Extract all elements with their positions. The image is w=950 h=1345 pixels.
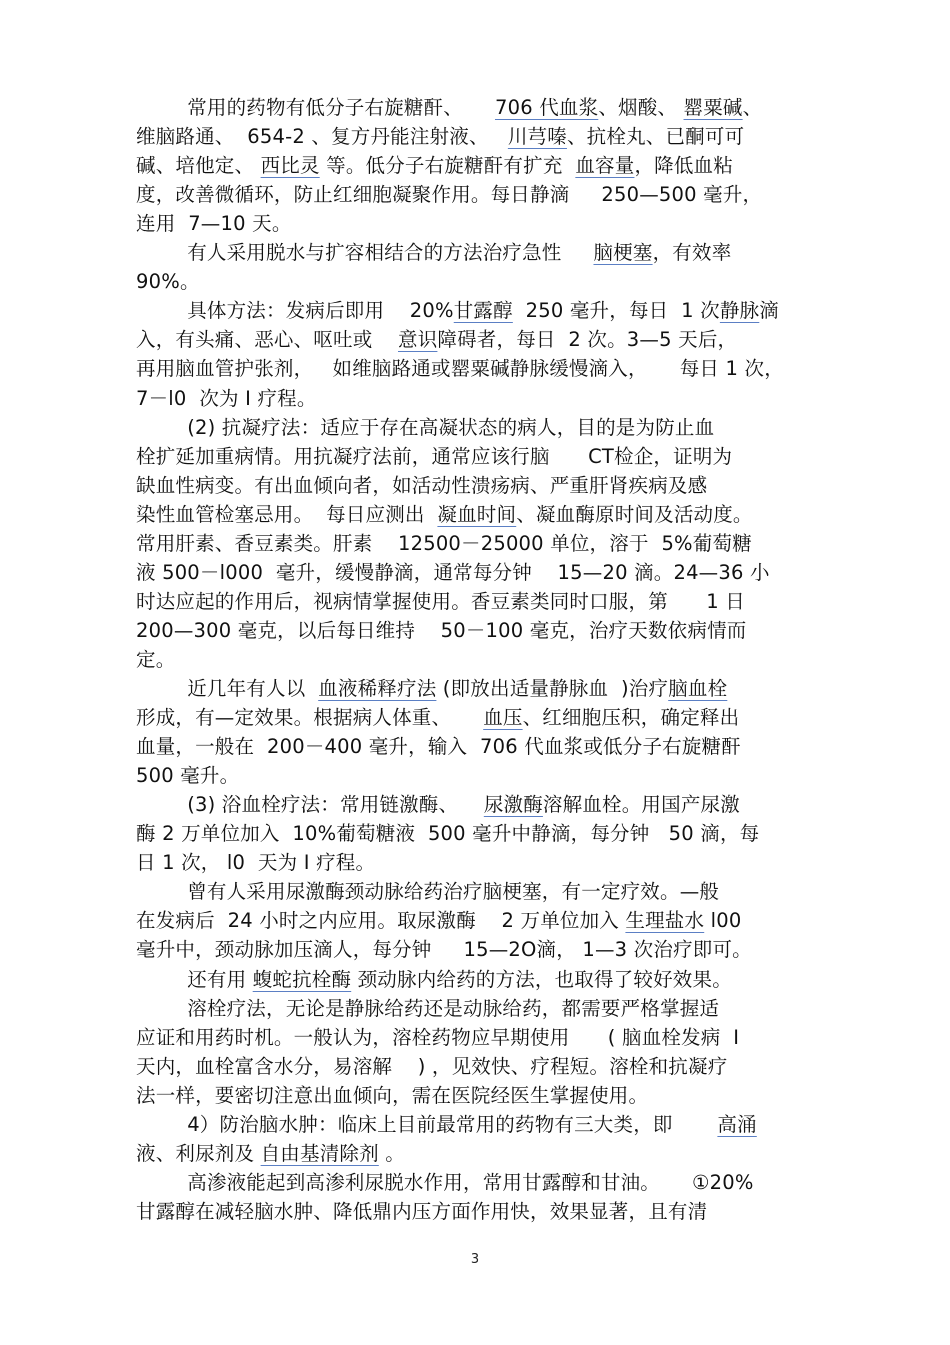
underlined-term: 血液稀释疗法 <box>318 677 437 700</box>
text-run: (即放出适量静脉血 )治疗 <box>436 677 669 700</box>
underlined-term: 脑梗塞 <box>593 241 653 265</box>
text-run: 血量，一般在 200－400 毫升，输入 706 代血浆或低分子右旋糖酐 <box>136 735 741 759</box>
text-line <box>136 212 820 241</box>
underlined-term: 尿激酶 <box>483 793 543 817</box>
text-line <box>136 474 820 503</box>
text-line <box>136 387 820 416</box>
text-line <box>136 96 820 125</box>
underlined-term: 意识 <box>398 328 438 352</box>
underlined-term: 生理盐水 <box>625 909 705 933</box>
text-run: ，有效率 <box>652 241 732 265</box>
text-line <box>136 154 820 183</box>
underlined-term: 高涌 <box>717 1112 757 1136</box>
text-line <box>136 822 820 851</box>
text-line <box>136 328 820 357</box>
text-run: 溶栓疗法，无论是静脉给药还是动脉给药，都需要严格掌握适 <box>136 996 720 1020</box>
text-run: (2) 抗凝疗法：适应于存在高凝状态的病人，目的是为防止血 <box>136 415 715 439</box>
text-line <box>136 1113 820 1142</box>
text-line <box>136 1142 820 1171</box>
text-run: 常用肝素、香豆素类。肝素 12500－25000 单位，溶于 5%葡萄糖 <box>136 531 752 555</box>
text-line <box>136 1055 820 1084</box>
text-run: 毫升中，颈动脉加压滴人，每分钟 15—2O滴， 1—3 次治疗即可。 <box>136 938 752 962</box>
text-run: 还有用 <box>136 967 253 991</box>
text-line <box>136 1171 820 1200</box>
underlined-term: 川芎嗪 <box>507 125 567 149</box>
text-line <box>136 357 820 386</box>
text-run: 形成，有—定效果。根据病人体重、 <box>136 706 484 730</box>
text-run: 法一样，要密切注意出血倾向，需在医院经医生掌握使用。 <box>136 1083 649 1107</box>
text-run: 90%。 <box>136 270 200 294</box>
text-run: 具体方法：发病后即用 20% <box>136 299 454 323</box>
text-run: 曾有人采用尿激酶颈动脉给药治疗脑梗塞，有一定疗效。—般 <box>136 880 720 904</box>
text-run: 度，改善微循环，防止红细胞凝聚作用。每日静滴 250—500 毫升， <box>136 183 763 207</box>
text-line <box>136 561 820 590</box>
text-run: l00 <box>704 909 742 933</box>
underlined-term: 凝血时间 <box>437 502 517 526</box>
underlined-term: 甘露醇 <box>453 299 513 323</box>
text-line <box>136 125 820 154</box>
text-run: 日 1 次， l0 天为 I 疗程。 <box>136 851 376 875</box>
text-run: 连用 7—10 天。 <box>136 212 292 236</box>
text-run: 在发病后 24 小时之内应用。取尿激酶 2 万单位加入 <box>136 909 626 933</box>
text-line <box>136 241 820 270</box>
text-line <box>136 416 820 445</box>
text-run: 酶 2 万单位加入 10%葡萄糖液 500 毫升中静滴，每分钟 50 滴，每 <box>136 822 760 846</box>
text-run: 液 500－l000 毫升，缓慢静滴，通常每分钟 15—20 滴。24—36 小 <box>136 560 770 584</box>
underlined-term: 血容量 <box>575 154 635 178</box>
text-run: 500 毫升。 <box>136 764 240 788</box>
text-run: (3) 浴血栓疗法：常用链激酶、 <box>136 793 484 817</box>
text-run: 、烟酸、 <box>598 96 684 119</box>
text-line <box>136 677 820 706</box>
text-run: 高渗液能起到高渗利尿脱水作用，常用甘露醇和甘油。 ①20% <box>136 1170 754 1194</box>
text-run: 染性血管检塞忌用。 每日应测出 <box>136 502 438 526</box>
text-line <box>136 997 820 1026</box>
text-run: 。 <box>378 1141 405 1165</box>
text-run: 等。低分子右旋糖酐有扩充 <box>319 154 576 178</box>
text-line <box>136 1084 820 1113</box>
text-line <box>136 938 820 967</box>
text-line <box>136 1026 820 1055</box>
text-run: 天内，血栓富含水分，易溶解 ) ，见效快、疗程短。溶栓和抗凝疗 <box>136 1054 728 1078</box>
text-run: 、红细胞压积，确定释出 <box>522 706 740 730</box>
text-run: 入，有头痛、恶心、呕吐或 <box>136 328 398 352</box>
text-run: 定。 <box>136 647 176 671</box>
text-line <box>136 270 820 299</box>
text-run: 近几年有人以 <box>136 677 319 700</box>
text-line <box>136 880 820 909</box>
text-run: 液、利尿剂及 <box>136 1141 261 1165</box>
text-line <box>136 648 820 677</box>
text-run: 颈动脉内给药的方法，也取得了较好效果。 <box>351 967 732 991</box>
text-run: 栓扩延加重病情。用抗凝疗法前，通常应该行脑 CT检企，证明为 <box>136 444 733 468</box>
text-run: 甘露醇在减轻脑水肿、降低鼎内压方面作用快，效果显著，且有清 <box>136 1199 708 1223</box>
text-line <box>136 619 820 648</box>
text-run: 4）防治脑水肿：临床上目前最常用的药物有三大类，即 <box>136 1112 718 1136</box>
text-line <box>136 590 820 619</box>
text-line <box>136 1200 820 1229</box>
text-line <box>136 909 820 938</box>
text-run: 应证和用药时机。一般认为，溶栓药物应早期使用 ( 脑血栓发病 I <box>136 1025 740 1049</box>
text-run: 、凝血酶原时间及活动度。 <box>516 502 753 526</box>
text-line <box>136 532 820 561</box>
text-line <box>136 299 820 328</box>
text-run: 、抗栓丸、已酮可可 <box>566 125 745 149</box>
text-run: ，降低血粘 <box>634 154 733 178</box>
underlined-term: 706 代血浆 <box>494 96 599 119</box>
text-run: 溶解血栓。用国产尿激 <box>542 793 740 817</box>
text-run: 250 毫升，每日 1 次 <box>512 299 720 323</box>
text-run: 常用的药物有低分子右旋糖酐、 <box>136 96 495 119</box>
text-line <box>136 503 820 532</box>
text-run: 、 <box>742 96 763 119</box>
text-run: 有人采用脱水与扩容相结合的方法治疗急性 <box>136 241 594 265</box>
text-line <box>136 735 820 764</box>
text-line <box>136 706 820 735</box>
text-run: 维脑路通、 654-2 、复方丹能注射液、 <box>136 125 508 149</box>
text-run: 时达应起的作用后，视病情掌握使用。香豆素类同时口服，第 1 日 <box>136 589 745 613</box>
text-line <box>136 183 820 212</box>
text-line <box>136 764 820 793</box>
underlined-term: 静脉 <box>719 299 760 323</box>
text-run: 滴 <box>759 299 779 323</box>
underlined-term: 罂粟碱 <box>683 96 743 119</box>
underlined-term: 血压 <box>483 706 523 730</box>
underlined-term: 自由基清除剂 <box>260 1141 379 1165</box>
text-run: 200—300 毫克，以后每日维持 50－100 毫克，治疗天数依病情而 <box>136 618 747 642</box>
page-number: 3 <box>470 1252 480 1267</box>
text-line <box>136 793 820 822</box>
text-run: 障碍者，每日 2 次。3—5 天后， <box>437 328 738 352</box>
underlined-term: 蝮蛇抗栓酶 <box>252 967 352 991</box>
text-run: 再用脑血管护张剂， 如维脑路通或罂粟碱静脉缓慢滴入， 每日 1 次， <box>136 357 784 381</box>
underlined-term: 脑血栓 <box>668 677 728 700</box>
text-run: 碱、培他定、 <box>136 154 261 178</box>
text-run: 缺血性病变。有出血倾向者，如活动性溃疡病、严重肝肾疾病及感 <box>136 473 708 497</box>
underlined-term: 西比灵 <box>260 154 320 178</box>
text-line <box>136 968 820 997</box>
text-line <box>136 445 820 474</box>
text-line <box>136 851 820 880</box>
text-run: 7－l0 次为 I 疗程。 <box>136 386 317 410</box>
